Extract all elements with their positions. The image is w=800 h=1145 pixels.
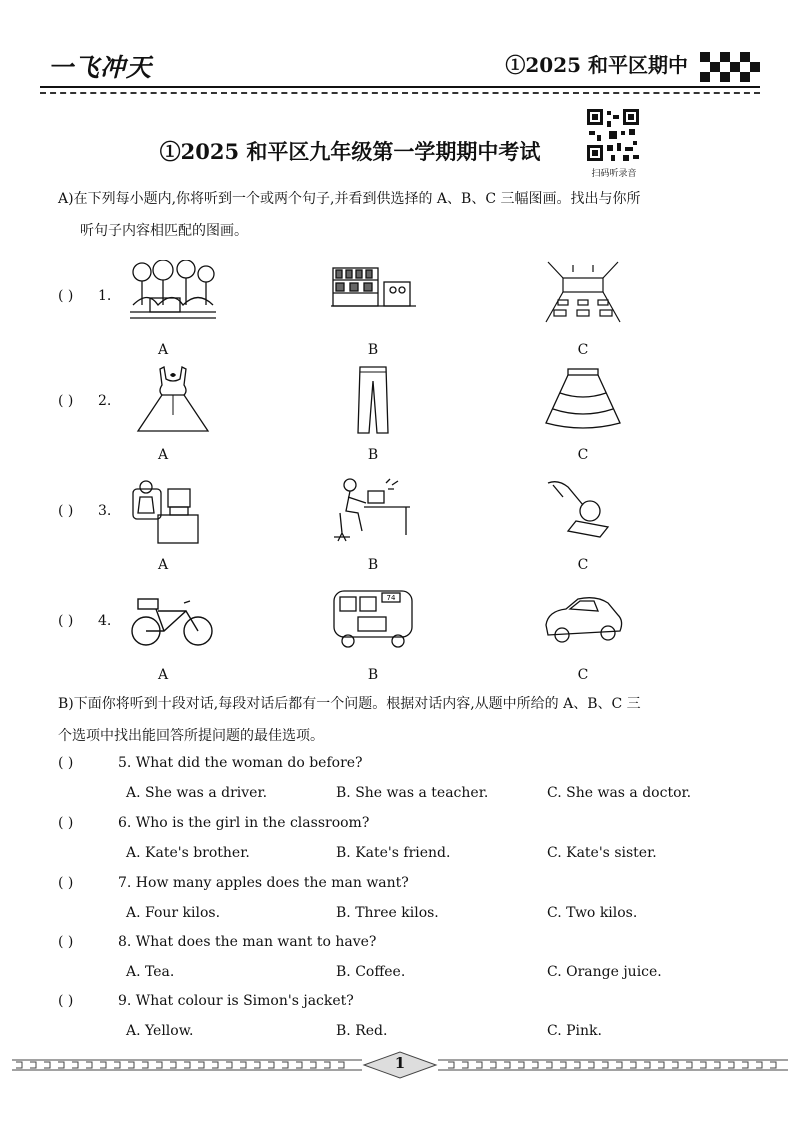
header-exam-label: ①2025 和平区期中 [505, 53, 688, 77]
option-b: B. Coffee. [336, 964, 406, 980]
qr-code-icon[interactable] [585, 107, 641, 163]
option-c: C. Pink. [547, 1023, 602, 1039]
picture-question-1 [58, 260, 758, 360]
trousers-picture [328, 365, 418, 435]
shop-shelves-picture [328, 260, 418, 330]
page-header [40, 40, 760, 88]
brand-logo: 一飞冲天 [48, 53, 153, 82]
svg-text:74: 74 [386, 594, 396, 602]
option-a: A. Yellow. [126, 1023, 194, 1039]
person-on-sofa-picture [128, 475, 218, 545]
answer-blank[interactable]: ( ) [58, 875, 74, 891]
option-b: B. Three kilos. [336, 905, 439, 921]
listening-question-9 [58, 986, 758, 1046]
picture-question-2 [58, 365, 758, 465]
answer-blank[interactable]: ( ) [58, 815, 74, 831]
option-letter: B [367, 557, 379, 573]
child-reading-picture [538, 475, 628, 545]
option-letter: B [367, 667, 379, 683]
section-a-instructions [58, 183, 748, 247]
option-c: C. Two kilos. [547, 905, 638, 921]
option-letter: A [157, 342, 169, 358]
question-stem: 9. What colour is Simon's jacket? [118, 993, 354, 1009]
option-a: A. She was a driver. [126, 785, 268, 801]
qr-caption: 扫码听录音 [591, 169, 637, 179]
header-rule [40, 86, 760, 88]
listening-question-8 [58, 927, 758, 987]
answer-blank[interactable]: ( ) [58, 613, 74, 629]
answer-blank[interactable]: ( ) [58, 755, 74, 771]
section-b-line1: B)下面你将听到十段对话,每段对话后都有一个问题。根据对话内容,从题中所给的 A、B、C 三 [58, 696, 641, 712]
bus-picture [328, 585, 418, 655]
question-number: 2. [98, 393, 112, 409]
option-a: A. Kate's brother. [126, 845, 250, 861]
answer-blank[interactable]: ( ) [58, 993, 74, 1009]
option-b: B. She was a teacher. [336, 785, 489, 801]
question-stem: 8. What does the man want to have? [118, 934, 377, 950]
option-b: B. Red. [336, 1023, 388, 1039]
listening-question-7 [58, 868, 758, 928]
answer-blank[interactable]: ( ) [58, 393, 74, 409]
option-a: A. Four kilos. [126, 905, 221, 921]
picture-question-3 [58, 475, 758, 575]
option-c: C. Orange juice. [547, 964, 662, 980]
skirt-picture [538, 365, 628, 435]
answer-blank[interactable]: ( ) [58, 503, 74, 519]
classroom-picture [538, 260, 628, 330]
answer-blank[interactable]: ( ) [58, 934, 74, 950]
park-trees-picture [128, 260, 218, 330]
option-letter: C [577, 447, 589, 463]
question-number: 3. [98, 503, 112, 519]
option-letter: C [577, 667, 589, 683]
page-number: 1 [394, 1054, 406, 1072]
option-letter: B [367, 342, 379, 358]
section-b-instructions [58, 688, 748, 752]
person-at-computer-picture [328, 475, 418, 545]
picture-question-4 [58, 585, 758, 685]
option-c: C. She was a doctor. [547, 785, 692, 801]
option-c: C. Kate's sister. [547, 845, 657, 861]
section-a-line2: 听句子内容相匹配的图画。 [80, 223, 248, 239]
option-letter: B [367, 447, 379, 463]
question-number: 4. [98, 613, 112, 629]
option-a: A. Tea. [126, 964, 175, 980]
question-number: 1. [98, 288, 112, 304]
dress-picture [128, 365, 218, 435]
option-letter: C [577, 557, 589, 573]
header-dashed-rule [40, 92, 760, 94]
section-b-line2: 个选项中找出能回答所提问题的最佳选项。 [58, 728, 324, 744]
section-a-line1: A)在下列每小题内,你将听到一个或两个句子,并看到供选择的 A、B、C 三幅图画。找出与你所 [58, 191, 641, 207]
listening-question-6 [58, 808, 758, 868]
exam-title: ①2025 和平区九年级第一学期期中考试 [159, 139, 541, 164]
option-letter: A [157, 557, 169, 573]
question-stem: 5. What did the woman do before? [118, 755, 363, 771]
bicycle-picture [128, 585, 218, 655]
checker-decoration [700, 52, 760, 88]
option-letter: A [157, 447, 169, 463]
answer-blank[interactable]: ( ) [58, 288, 74, 304]
option-letter: A [157, 667, 169, 683]
option-b: B. Kate's friend. [336, 845, 451, 861]
option-letter: C [577, 342, 589, 358]
question-stem: 6. Who is the girl in the classroom? [118, 815, 370, 831]
car-picture [538, 585, 628, 655]
question-stem: 7. How many apples does the man want? [118, 875, 409, 891]
listening-question-5 [58, 748, 758, 808]
